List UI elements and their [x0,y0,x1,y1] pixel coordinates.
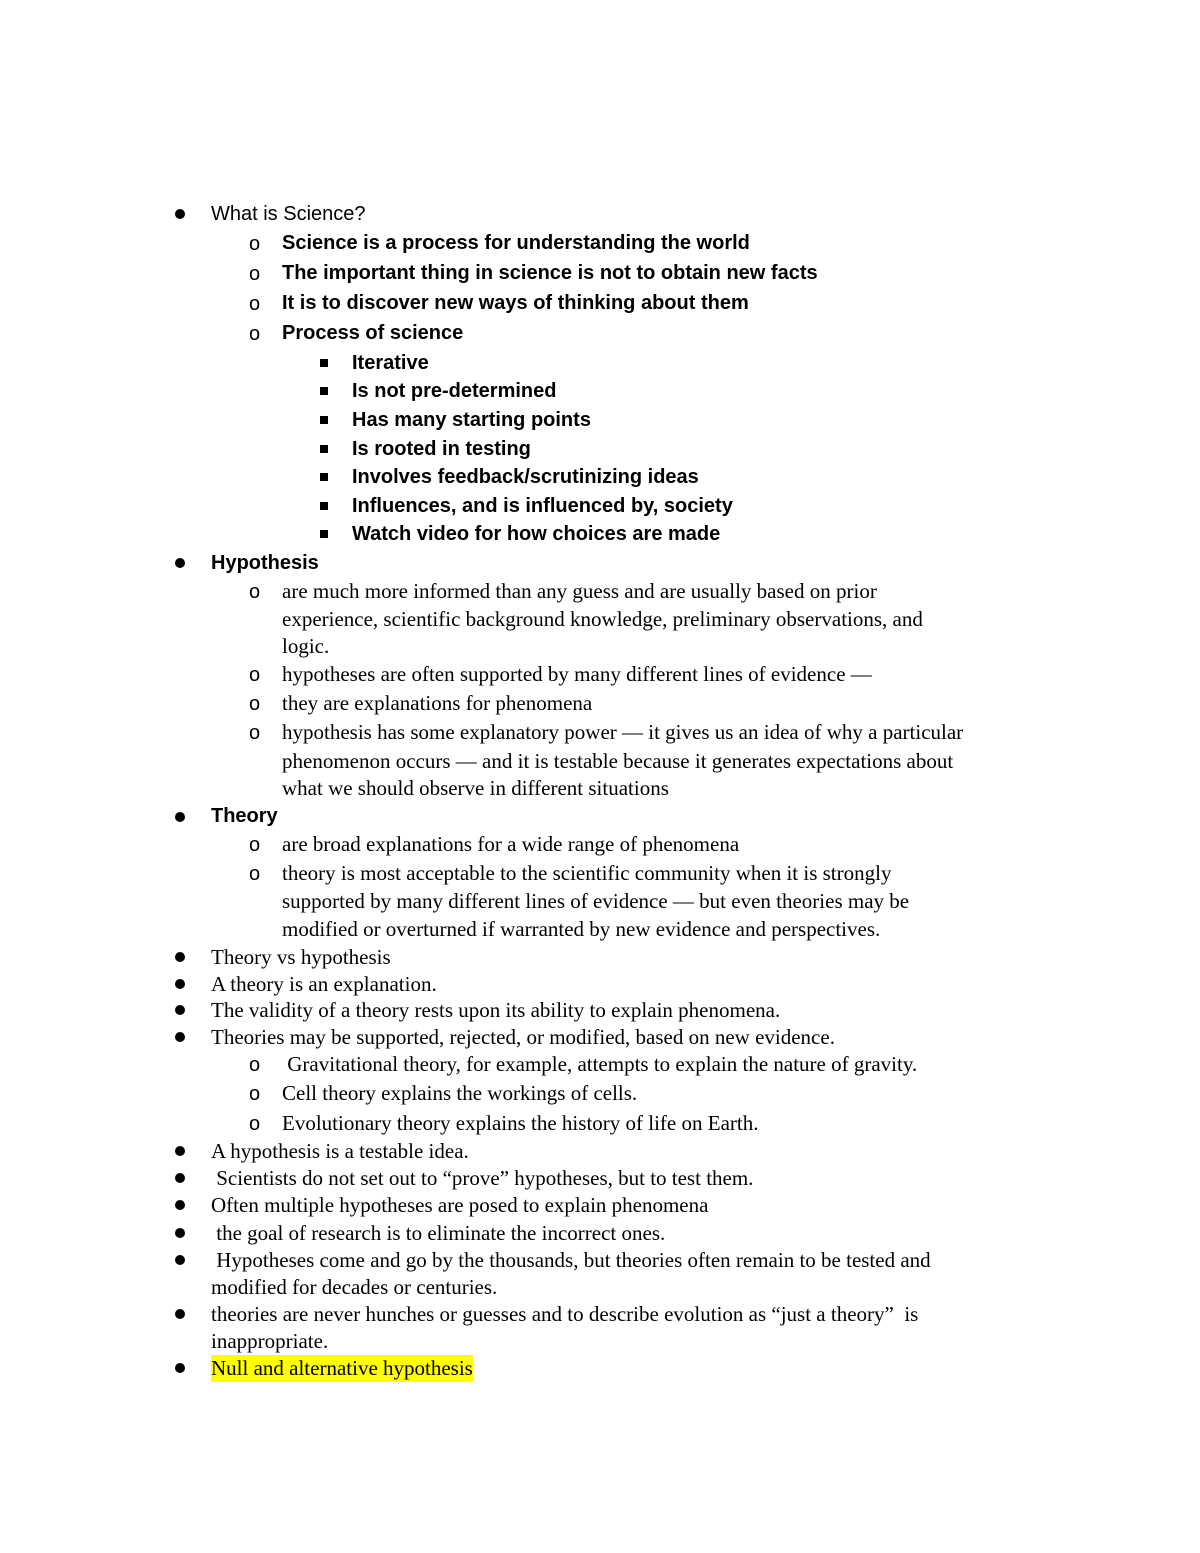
list-item-label: Theory [211,805,278,827]
bullet-icon [175,1200,185,1210]
list-item-line: theories are never hunches or guesses and to describe evolution as “just a theory” is [211,1302,919,1326]
square-bullet-icon [320,530,328,538]
list-item-label: The validity of a theory rests upon its ability to explain phenomena. [211,998,781,1022]
list-item-label: What is Science? [211,203,366,225]
list-item-label: Scientists do not set out to “prove” hypotheses, but to test them. [211,1166,754,1190]
bullet-icon [175,209,185,219]
list-item-label: It is to discover new ways of thinking about them [282,292,749,314]
list-item-line: Hypotheses come and go by the thousands, but theories often remain to be tested and [211,1248,931,1272]
list-item-label: Iterative [352,352,429,374]
circle-bullet-icon: o [249,581,261,603]
circle-bullet-icon: o [249,263,261,285]
list-item-label: Involves feedback/scrutinizing ideas [352,466,699,488]
circle-bullet-icon: o [249,863,261,885]
list-item-line: modified or overturned if warranted by new evidence and perspectives. [282,917,881,941]
list-item-label: Hypothesis [211,552,319,574]
list-item-line: are much more informed than any guess and are usually based on prior [282,579,877,603]
square-bullet-icon [320,416,328,424]
circle-bullet-icon: o [249,1054,261,1076]
list-item-label: are broad explanations for a wide range of phenomena [282,832,740,856]
highlighted-text: Null and alternative hypothesis [211,1356,473,1380]
bullet-icon [175,1228,185,1238]
bullet-icon [175,1146,185,1156]
list-item-label: Theory vs hypothesis [211,945,391,969]
list-item-line: what we should observe in different situations [282,776,669,800]
list-item-line: experience, scientific background knowledge, preliminary observations, and [282,607,923,631]
list-item-label: they are explanations for phenomena [282,691,593,715]
circle-bullet-icon: o [249,323,261,345]
list-item-line: supported by many different lines of evidence — but even theories may be [282,889,910,913]
square-bullet-icon [320,473,328,481]
list-item-label: the goal of research is to eliminate the incorrect ones. [211,1221,666,1245]
bullet-icon [175,1173,185,1183]
square-bullet-icon [320,359,328,367]
list-item-label: Often multiple hypotheses are posed to explain phenomena [211,1193,709,1217]
bullet-icon [175,1363,185,1373]
list-item-label: Watch video for how choices are made [352,523,721,545]
list-item-line: inappropriate. [211,1329,329,1353]
list-item-line: hypothesis has some explanatory power — it gives us an idea of why a particular [282,720,964,744]
list-item-label: Evolutionary theory explains the history of life on Earth. [282,1111,759,1135]
bullet-icon [175,1005,185,1015]
list-item-label: Gravitational theory, for example, attempts to explain the nature of gravity. [282,1052,918,1076]
bullet-icon [175,979,185,989]
list-item-label: Is not pre-determined [352,380,557,402]
list-item-label: hypotheses are often supported by many different lines of evidence — [282,662,872,686]
bullet-icon [175,812,185,822]
list-item-label: Is rooted in testing [352,438,531,460]
square-bullet-icon [320,502,328,510]
bullet-icon [175,1032,185,1042]
circle-bullet-icon: o [249,293,261,315]
bullet-icon [175,1255,185,1265]
list-item-label: Cell theory explains the workings of cells. [282,1081,638,1105]
circle-bullet-icon: o [249,722,261,744]
list-item-label: Process of science [282,322,464,344]
list-item-label: Influences, and is influenced by, society [352,495,733,517]
list-item-line: theory is most acceptable to the scientific community when it is strongly [282,861,892,885]
list-item-line: phenomenon occurs — and it is testable because it generates expectations about [282,749,954,773]
circle-bullet-icon: o [249,1113,261,1135]
list-item-label: Theories may be supported, rejected, or modified, based on new evidence. [211,1025,835,1049]
list-item-label: Science is a process for understanding the world [282,232,750,254]
bullet-icon [175,952,185,962]
list-item-line: modified for decades or centuries. [211,1275,498,1299]
square-bullet-icon [320,445,328,453]
circle-bullet-icon: o [249,233,261,255]
list-item-line: logic. [282,634,330,658]
list-item-label: A theory is an explanation. [211,972,437,996]
list-item-label: A hypothesis is a testable idea. [211,1139,469,1163]
square-bullet-icon [320,387,328,395]
circle-bullet-icon: o [249,693,261,715]
bullet-icon [175,1309,185,1319]
circle-bullet-icon: o [249,664,261,686]
list-item-label: The important thing in science is not to obtain new facts [282,262,818,284]
circle-bullet-icon: o [249,834,261,856]
circle-bullet-icon: o [249,1083,261,1105]
bullet-icon [175,558,185,568]
list-item-label: Has many starting points [352,409,591,431]
